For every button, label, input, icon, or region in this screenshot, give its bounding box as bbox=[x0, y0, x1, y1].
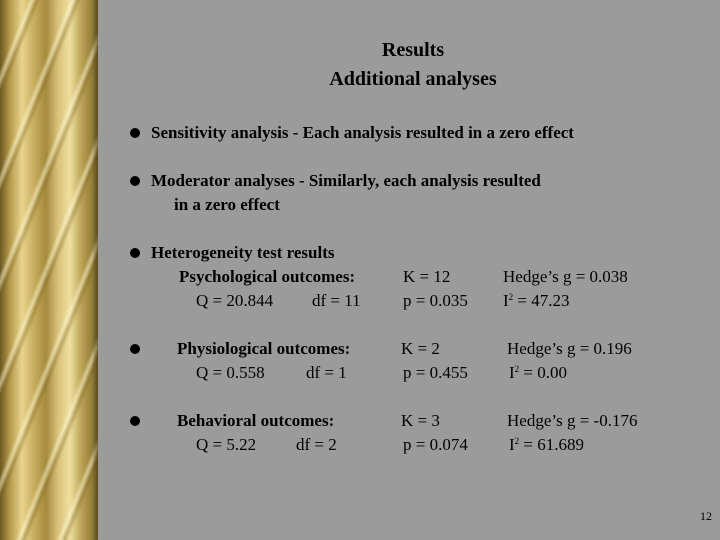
moderator-analyses-text: Moderator analyses - Similarly, each analysis resulted bbox=[151, 171, 541, 190]
bullet-icon bbox=[130, 128, 140, 138]
page-number: 12 bbox=[700, 509, 712, 523]
bullet-icon bbox=[130, 248, 140, 258]
moderator-analyses-text-cont: in a zero effect bbox=[174, 195, 280, 214]
bullet-icon bbox=[130, 416, 140, 426]
physiological-i2: $I^2 = 0.00$ bbox=[509, 363, 568, 382]
psychological-df: df = 11 bbox=[312, 291, 361, 310]
sensitivity-analysis-text: Sensitivity analysis - Each analysis resulted in a zero effect bbox=[151, 123, 574, 142]
psychological-q: Q = 20.844 bbox=[196, 291, 274, 310]
physiological-q: Q = 0.558 bbox=[196, 363, 265, 382]
psychological-hedges-g: Hedge’s g = 0.038 bbox=[503, 267, 628, 286]
physiological-k: K = 2 bbox=[401, 339, 440, 358]
behavioral-i2: $I^2 = 61.689$ bbox=[509, 435, 585, 454]
slide-title: Results bbox=[381, 39, 445, 61]
psychological-k: K = 12 bbox=[403, 267, 451, 286]
behavioral-hedges-g: Hedge’s g = -0.176 bbox=[507, 411, 638, 430]
behavioral-outcomes-label: Behavioral outcomes: bbox=[177, 411, 335, 430]
psychological-outcomes-label: Psychological outcomes: bbox=[179, 267, 356, 286]
bullet-icon bbox=[130, 176, 140, 186]
physiological-hedges-g: Hedge’s g = 0.196 bbox=[507, 339, 632, 358]
behavioral-k: K = 3 bbox=[401, 411, 440, 430]
slide-subtitle: Additional analyses bbox=[329, 68, 497, 90]
physiological-outcomes-label: Physiological outcomes: bbox=[177, 339, 351, 358]
behavioral-q: Q = 5.22 bbox=[196, 435, 257, 454]
psychological-i2: $I^2 = 47.23$ bbox=[503, 291, 570, 310]
heterogeneity-heading: Heterogeneity test results bbox=[151, 243, 335, 262]
physiological-df: df = 1 bbox=[306, 363, 347, 382]
behavioral-df: df = 2 bbox=[296, 435, 337, 454]
physiological-p: p = 0.455 bbox=[403, 363, 468, 382]
bullet-icon bbox=[130, 344, 140, 354]
decorative-gold-bar bbox=[0, 0, 98, 540]
behavioral-p: p = 0.074 bbox=[403, 435, 468, 454]
psychological-p: p = 0.035 bbox=[403, 291, 468, 310]
